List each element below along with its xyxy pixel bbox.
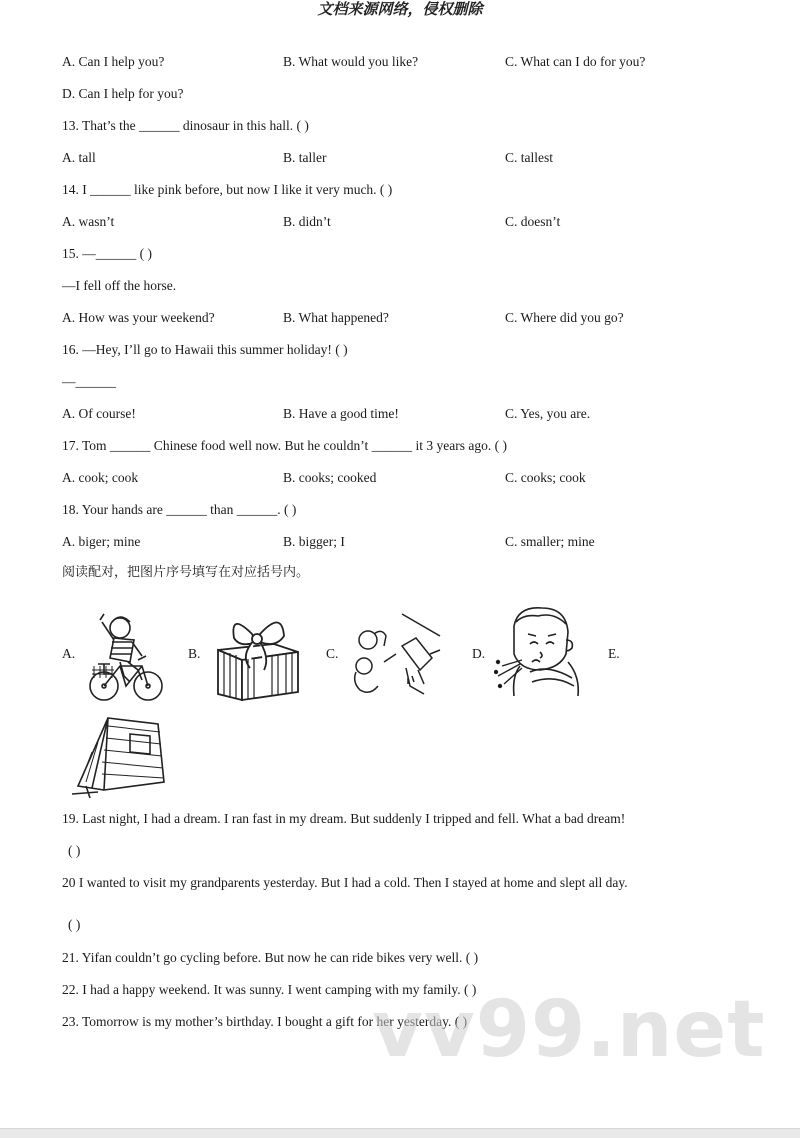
q16-reply: —______	[62, 374, 116, 389]
boy-cycling-icon	[84, 608, 168, 704]
picture-label-c: C.	[326, 646, 339, 661]
q16-option-b: B. Have a good time!	[283, 406, 399, 421]
q18-option-a: A. biger; mine	[62, 534, 141, 549]
q15-option-c: C. Where did you go?	[505, 310, 624, 325]
q20-answer-blank: ( )	[68, 917, 81, 932]
tent-icon	[68, 712, 168, 800]
q17-option-c: C. cooks; cook	[505, 470, 586, 485]
boy-sneezing-icon	[494, 600, 590, 700]
q17-stem: 17. Tom ______ Chinese food well now. But he couldn’t ______ it 3 years ago. ( )	[62, 438, 507, 453]
q13-option-b: B. taller	[283, 150, 327, 165]
q14-stem: 14. I ______ like pink before, but now I like it very much. ( )	[62, 182, 393, 197]
q19-answer-blank: ( )	[68, 843, 81, 858]
q21-stem: 21. Yifan couldn’t go cycling before. But now he can ride bikes very well. ( )	[62, 950, 479, 965]
picture-label-b: B.	[188, 646, 201, 661]
q16-option-c: C. Yes, you are.	[505, 406, 591, 421]
q14-option-b: B. didn’t	[283, 214, 331, 229]
q23-stem: 23. Tomorrow is my mother’s birthday. I bought a gift for her yesterday. ( )	[62, 1014, 468, 1029]
q18-option-b: B. bigger; I	[283, 534, 345, 549]
watermark: vv99.net	[372, 985, 766, 1075]
q12-option-c: C. What can I do for you?	[505, 54, 646, 69]
gift-box-icon	[210, 608, 306, 702]
q14-option-c: C. doesn’t	[505, 214, 561, 229]
q15-stem: 15. —______ ( )	[62, 246, 152, 261]
q12-option-d: D. Can I help for you?	[62, 86, 184, 101]
q13-option-c: C. tallest	[505, 150, 553, 165]
q16-option-a: A. Of course!	[62, 406, 136, 421]
q13-option-a: A. tall	[62, 150, 96, 165]
picture-label-a: A.	[62, 646, 76, 661]
q15-reply: —I fell off the horse.	[62, 278, 177, 293]
q17-option-a: A. cook; cook	[62, 470, 139, 485]
q14-option-a: A. wasn’t	[62, 214, 115, 229]
q19-stem: 19. Last night, I had a dream. I ran fast in my dream. But suddenly I tripped and fell. What a bad dream!	[62, 811, 626, 826]
q18-stem: 18. Your hands are ______ than ______. ( )	[62, 502, 297, 517]
q12-option-b: B. What would you like?	[283, 54, 419, 69]
q16-stem: 16. —Hey, I’ll go to Hawaii this summer holiday! ( )	[62, 342, 348, 357]
q22-stem: 22. I had a happy weekend. It was sunny. I went camping with my family. ( )	[62, 982, 477, 997]
section-instruction: 阅读配对，把图片序号填写在对应括号内。	[62, 565, 310, 580]
q15-option-a: A. How was your weekend?	[62, 310, 215, 325]
page-header: 文档来源网络，侵权删除	[317, 2, 483, 18]
q13-stem: 13. That’s the ______ dinosaur in this hall. ( )	[62, 118, 309, 133]
q17-option-b: B. cooks; cooked	[283, 470, 377, 485]
q18-option-c: C. smaller; mine	[505, 534, 595, 549]
picture-label-d: D.	[472, 646, 486, 661]
q15-option-b: B. What happened?	[283, 310, 389, 325]
q20-stem: 20 I wanted to visit my grandparents yesterday. But I had a cold. Then I stayed at home and slept all day.	[62, 875, 628, 890]
boy-falling-icon	[344, 610, 448, 698]
picture-label-e: E.	[608, 646, 620, 661]
q12-option-a: A. Can I help you?	[62, 54, 165, 69]
